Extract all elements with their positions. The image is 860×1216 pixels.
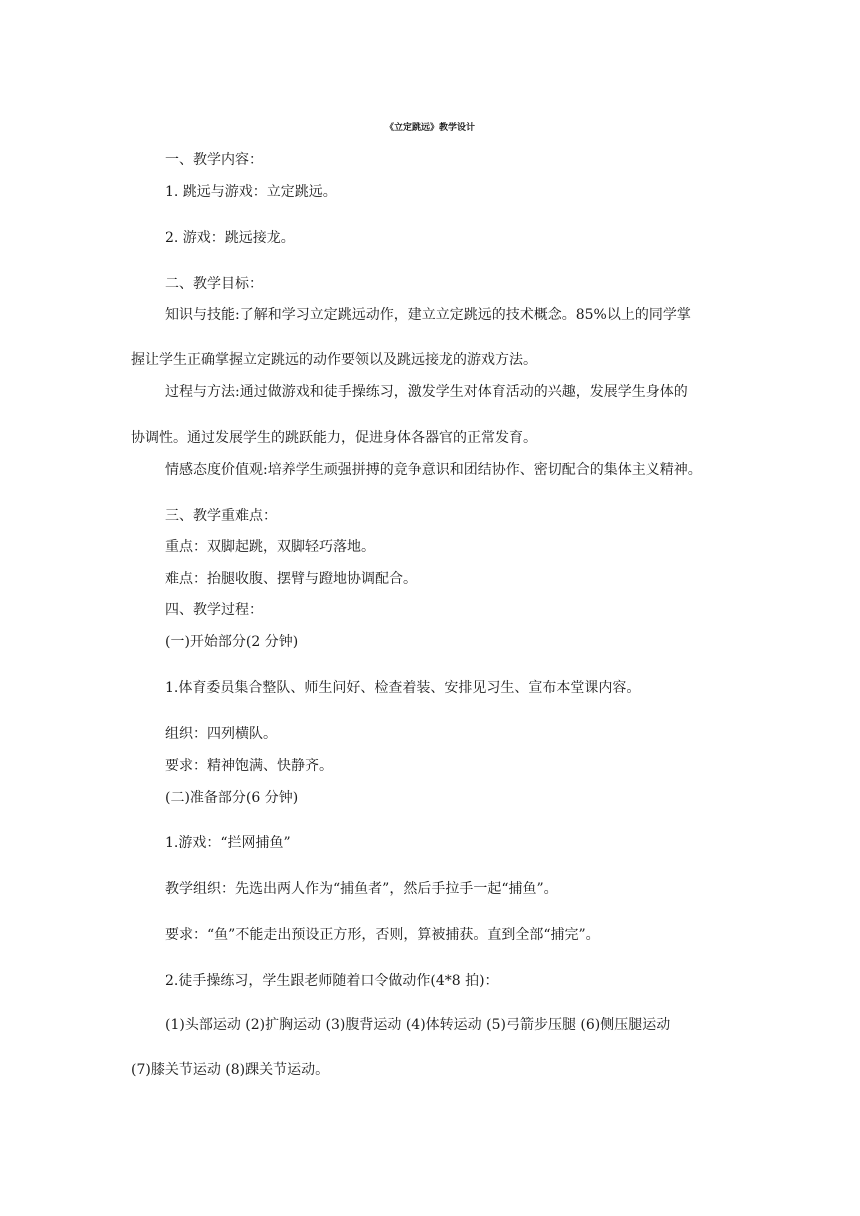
subsection-heading: (二)准备部分(6 分钟) bbox=[165, 790, 299, 806]
paragraph: 要求：“鱼”不能走出预设正方形，否则，算被捕获。直到全部“捕完”。 bbox=[165, 927, 600, 943]
paragraph: 要求：精神饱满、快静齐。 bbox=[165, 758, 333, 774]
paragraph: 协调性。通过发展学生的跳跃能力，促进身体各器官的正常发育。 bbox=[131, 430, 537, 446]
paragraph: 1.体育委员集合整队、师生问好、检查着装、安排见习生、宣布本堂课内容。 bbox=[165, 680, 641, 696]
paragraph: 难点：抬腿收腹、摆臂与蹬地协调配合。 bbox=[165, 571, 417, 587]
paragraph: 组织：四列横队。 bbox=[165, 726, 277, 742]
paragraph: 知识与技能:了解和学习立定跳远动作，建立立定跳远的技术概念。85%以上的同学掌 bbox=[165, 307, 691, 323]
paragraph: (7)膝关节运动 (8)踝关节运动。 bbox=[131, 1062, 330, 1078]
section-heading-process: 四、教学过程： bbox=[165, 602, 263, 618]
section-heading-objectives: 二、教学目标： bbox=[165, 276, 263, 292]
paragraph: 重点：双脚起跳，双脚轻巧落地。 bbox=[165, 539, 375, 555]
document-title: 《立定跳远》教学设计 bbox=[384, 123, 475, 133]
paragraph: 2.徒手操练习，学生跟老师随着口令做动作(4*8 拍)： bbox=[165, 973, 499, 989]
paragraph: 握让学生正确掌握立定跳远的动作要领以及跳远接龙的游戏方法。 bbox=[131, 352, 537, 368]
paragraph: 1.游戏：“拦网捕鱼” bbox=[165, 835, 291, 851]
paragraph: 情感态度价值观:培养学生顽强拼搏的竞争意识和团结协作、密切配合的集体主义精神。 bbox=[165, 462, 702, 478]
paragraph: 2. 游戏：跳远接龙。 bbox=[165, 230, 295, 246]
paragraph: (1)头部运动 (2)扩胸运动 (3)腹背运动 (4)体转运动 (5)弓箭步压腿 (6)侧压腿运动 bbox=[165, 1017, 671, 1033]
subsection-heading: (一)开始部分(2 分钟) bbox=[165, 634, 299, 650]
paragraph: 1. 跳远与游戏：立定跳远。 bbox=[165, 184, 337, 200]
paragraph: 过程与方法:通过做游戏和徒手操练习，激发学生对体育活动的兴趣，发展学生身体的 bbox=[165, 384, 688, 400]
paragraph: 教学组织：先选出两人作为“捕鱼者”，然后手拉手一起“捕鱼”。 bbox=[165, 881, 558, 897]
section-heading-content: 一、教学内容： bbox=[165, 152, 263, 168]
section-heading-key-points: 三、教学重难点： bbox=[165, 508, 277, 524]
